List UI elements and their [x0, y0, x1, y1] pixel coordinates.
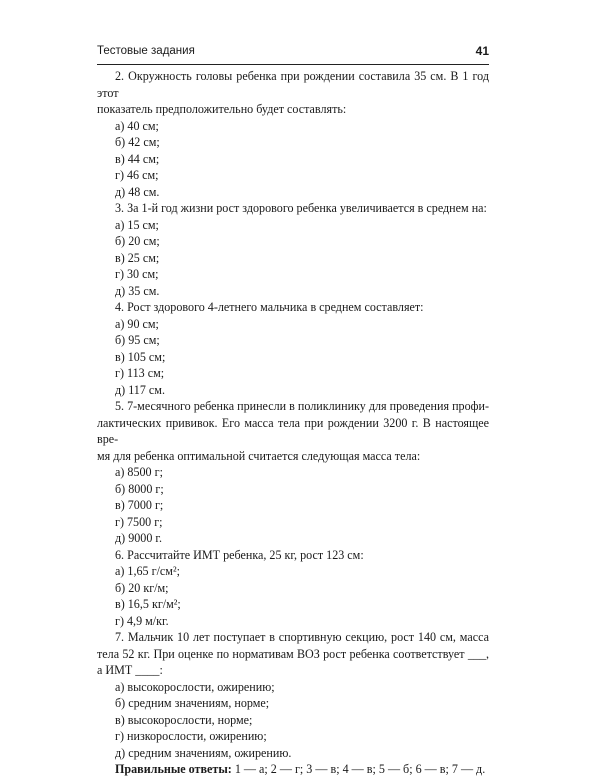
question-text: 5. 7-месячного ребенка принесли в поликлинику для проведения профи- — [115, 399, 489, 413]
question-3 — [97, 200, 489, 299]
answer-option: д) 9000 г. — [115, 531, 163, 545]
answer-option: в) 7000 г; — [115, 498, 164, 512]
question-text: 7. Мальчик 10 лет поступает в спортивную секцию, рост 140 см, масса — [115, 630, 489, 644]
answer-option: а) высокорослости, ожирению; — [115, 679, 275, 694]
answer-option: в) высокорослости, норме; — [115, 712, 253, 727]
answer-option: а) 1,65 г/см²; — [115, 564, 180, 578]
answer-option: а) 8500 г; — [115, 465, 163, 479]
answer-option: а) 15 см; — [115, 217, 159, 232]
question-text-continuation: лактических прививок. Его масса тела при рождении 3200 г. В настоящее вре- — [97, 415, 489, 446]
answer-option: д) 35 см. — [115, 283, 160, 298]
answer-key-text: 1 — а; 2 — г; 3 — в; 4 — в; 5 — б; 6 — в; 7 — д. — [231, 762, 486, 776]
answer-option: б) 95 см; — [115, 333, 160, 347]
question-text-continuation: показатель предположительно будет составлять: — [97, 102, 347, 116]
page-body — [97, 68, 489, 778]
answer-option: в) 44 см; — [115, 151, 160, 166]
question-text-continuation: мя для ребенка оптимальной считается следующая масса тела: — [97, 448, 421, 463]
answer-option: б) 20 кг/м; — [115, 580, 169, 595]
answer-option: а) 40 см; — [115, 118, 159, 133]
question-6 — [97, 547, 489, 630]
question-5 — [97, 398, 489, 547]
answer-option: д) 117 см. — [115, 382, 165, 397]
answer-option: в) 25 см; — [115, 250, 160, 265]
running-header — [97, 44, 489, 65]
question-4 — [97, 299, 489, 398]
answer-option: в) 105 см; — [115, 349, 166, 364]
answer-option: д) 48 см. — [115, 184, 160, 199]
answer-option: г) низкорослости, ожирению; — [115, 729, 267, 743]
question-text: 4. Рост здорового 4-летнего мальчика в среднем составляет: — [115, 300, 424, 314]
question-2 — [97, 68, 489, 200]
answer-option: г) 30 см; — [115, 267, 159, 281]
answer-option: г) 4,9 м/кг. — [115, 613, 169, 628]
answer-key — [97, 761, 489, 778]
question-text: 2. Окружность головы ребенка при рождении составила 35 см. В 1 год этот — [97, 69, 489, 100]
answer-option: а) 90 см; — [115, 316, 159, 331]
answer-key-label: Правильные ответы: — [115, 762, 232, 776]
answer-option: в) 16,5 кг/м²; — [115, 597, 181, 611]
question-text-continuation: а ИМТ ____: — [97, 663, 163, 677]
running-header-title: Тестовые задания — [97, 45, 195, 57]
answer-option: г) 113 см; — [115, 366, 165, 380]
page-number: 41 — [475, 44, 489, 58]
answer-option: д) средним значениям, ожирению. — [115, 745, 292, 760]
answer-option: г) 7500 г; — [115, 514, 163, 529]
answer-option: б) 42 см; — [115, 135, 160, 149]
question-text: 3. За 1-й год жизни рост здорового ребенка увеличивается в среднем на: — [115, 201, 487, 215]
answer-option: г) 46 см; — [115, 168, 159, 182]
question-text: 6. Рассчитайте ИМТ ребенка, 25 кг, рост 123 см: — [115, 547, 364, 562]
answer-option: б) 20 см; — [115, 234, 160, 248]
answer-option: б) 8000 г; — [115, 481, 164, 496]
question-text-continuation: тела 52 кг. При оценке по нормативам ВОЗ рост ребенка соответствует ___, — [97, 646, 489, 661]
question-7 — [97, 629, 489, 761]
answer-option: б) средним значениям, норме; — [115, 696, 270, 710]
